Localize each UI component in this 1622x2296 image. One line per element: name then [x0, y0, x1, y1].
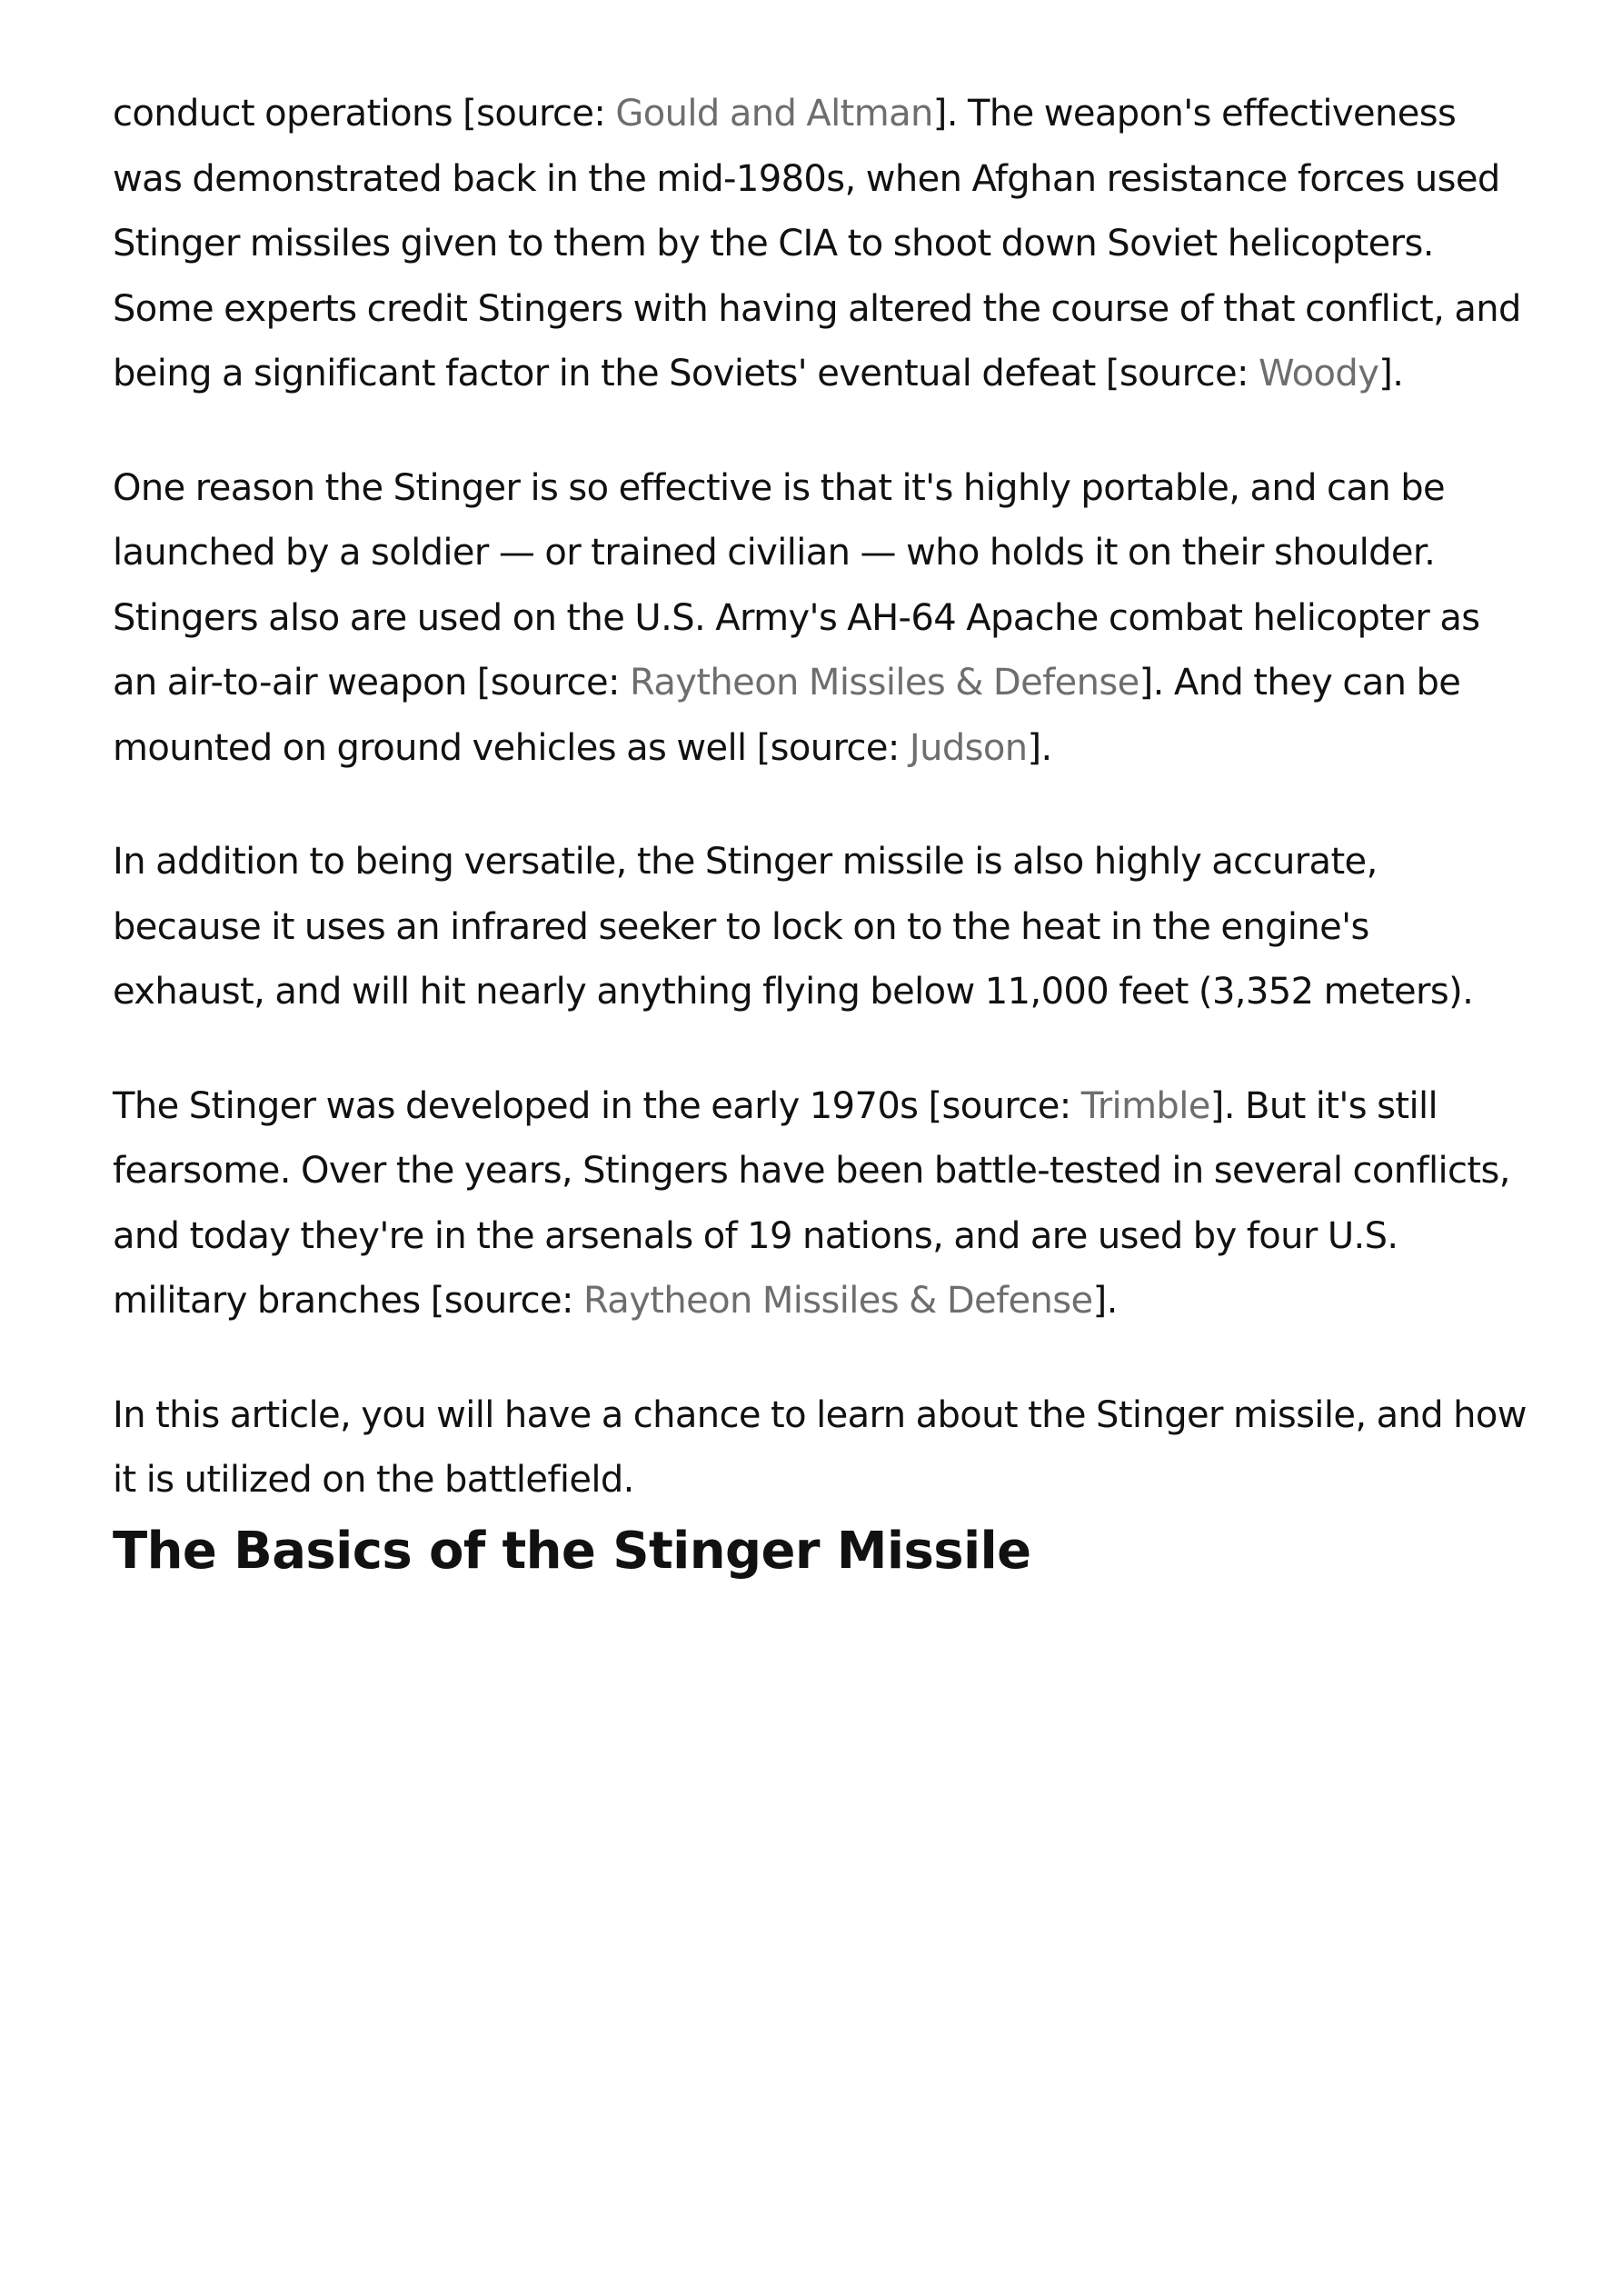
paragraph-stinger-portability	[113, 456, 1530, 782]
paragraph-text: ]. But it's still fearsome. Over the years, Stingers have been battle-tested in several conflicts, and today they're in the arsenals of 19 nations, and are used by four U.S. military branches [source:	[113, 1084, 1510, 1322]
source-link-woody[interactable]: Woody	[1259, 353, 1379, 394]
source-link-raytheon[interactable]: Raytheon Missiles & Defense	[582, 1280, 1093, 1322]
section-heading: The Basics of the Stinger Missile	[113, 1521, 1031, 1581]
paragraph-text: ].	[1378, 353, 1404, 394]
source-link-raytheon[interactable]: Raytheon Missiles & Defense	[630, 662, 1139, 704]
paragraph-text: In addition to being versatile, the Stinger missile is also highly accurate, because it uses an infrared seeker to lock on to the heat in the engine's exhaust, and will hit nearly anything flying below 11,000 feet (3,352 meters).	[113, 841, 1474, 1013]
paragraph-text: ]. The weapon's effectiveness was demonstrated back in the mid-1980s, when Afghan resistance forces used Stinger missiles given to them by the CIA to shoot down Soviet helicopters. Some experts credit Stingers with having altered the course of that conflict, and being a significant factor in the Soviets' eventual defeat [source:	[113, 93, 1521, 394]
paragraph-stinger-history	[113, 82, 1530, 407]
paragraph-text: One reason the Stinger is so effective is that it's highly portable, and can be launched by a soldier — or trained civilian — who holds it on their shoulder. Stingers also are used on the U.S. Army's AH-64 Apache combat helicopter as an air-to-air weapon [source:	[113, 466, 1480, 704]
source-link-gould-and-altman[interactable]: Gould and Altman	[615, 93, 933, 135]
paragraph-text: ].	[1027, 726, 1052, 769]
paragraph-stinger-accuracy	[113, 830, 1530, 1025]
article-body	[113, 82, 1530, 1584]
paragraph-text: ].	[1092, 1280, 1118, 1322]
paragraph-stinger-development	[113, 1074, 1530, 1334]
paragraph-text: ]. And they can be mounted on ground vehicles as well [source:	[113, 662, 1461, 769]
paragraph-text: The Stinger was developed in the early 1970s [source:	[113, 1084, 1081, 1127]
source-link-judson[interactable]: Judson	[909, 726, 1028, 769]
paragraph-text: conduct operations [source:	[113, 93, 616, 135]
paragraph-text: In this article, you will have a chance to learn about the Stinger missile, and how it is utilized on the battlefield.	[113, 1393, 1527, 1501]
paragraph-article-intro	[113, 1383, 1530, 1513]
source-link-trimble[interactable]: Trimble	[1080, 1084, 1210, 1127]
